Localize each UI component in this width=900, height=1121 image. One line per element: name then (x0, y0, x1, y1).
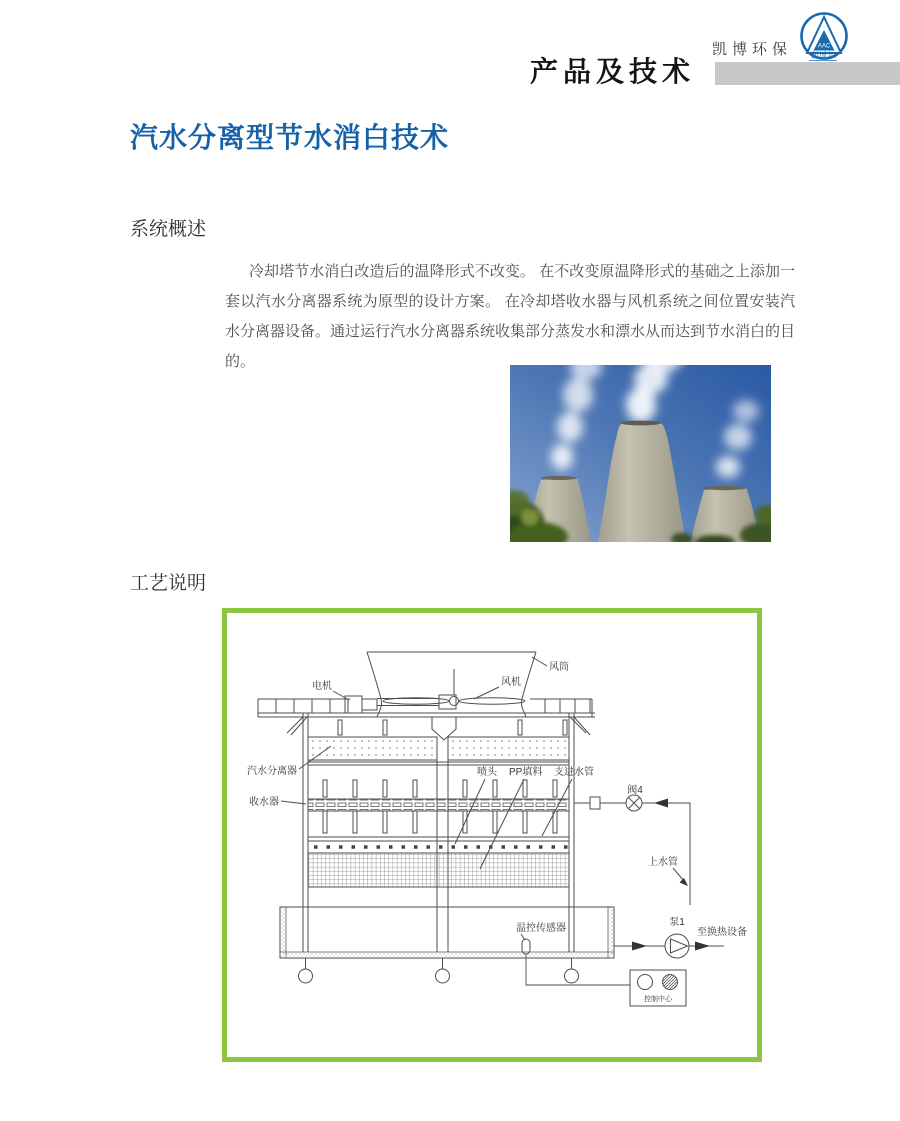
label-collector: 收水器 (249, 797, 279, 808)
label-fan: 风机 (501, 677, 521, 688)
cooling-towers-photo (510, 365, 771, 542)
label-motor: 电机 (312, 681, 332, 692)
label-pump1: 泵1 (669, 917, 685, 928)
label-riser-pipe: 上水管 (648, 857, 678, 868)
logo-caption: 凯博尔 (811, 51, 835, 60)
document-title: 汽水分离型节水消白技术 (130, 122, 450, 153)
label-separator: 汽水分离器 (247, 766, 297, 777)
label-to-heat-exchanger: 至换热设备 (697, 927, 747, 938)
label-pp-fill: PP填料 (509, 767, 543, 778)
label-control-center: 控制中心 (644, 996, 672, 1003)
label-branch-pipe: 支进水管 (554, 767, 594, 778)
process-heading: 工艺说明 (130, 573, 207, 594)
label-temp-sensor: 温控传感器 (516, 923, 566, 934)
page-title: 产品及技术 (530, 56, 696, 87)
overview-paragraph: 冷却塔节水消白改造后的温降形式不改变。 在不改变原温降形式的基础之上添加一套以汽水分离器系统为原型的设计方案。 在冷却塔收水器与风机系统之间位置安装汽水分离器设备。通过运行汽水分离器系统收集部分蒸发水和漂水从而达到节水消白的目的。 (225, 263, 796, 370)
logo-letters: AAC (817, 43, 831, 50)
label-fan-stack: 风筒 (549, 662, 569, 673)
process-diagram-box (222, 608, 762, 1062)
overview-heading: 系统概述 (130, 219, 207, 240)
label-valve4: 阀4 (627, 785, 643, 796)
cooling-tower-schematic (227, 613, 757, 1057)
company-name: 凯博环保 (712, 41, 793, 58)
label-spray-head: 喷头 (477, 767, 497, 778)
header-gray-bar (715, 62, 900, 85)
